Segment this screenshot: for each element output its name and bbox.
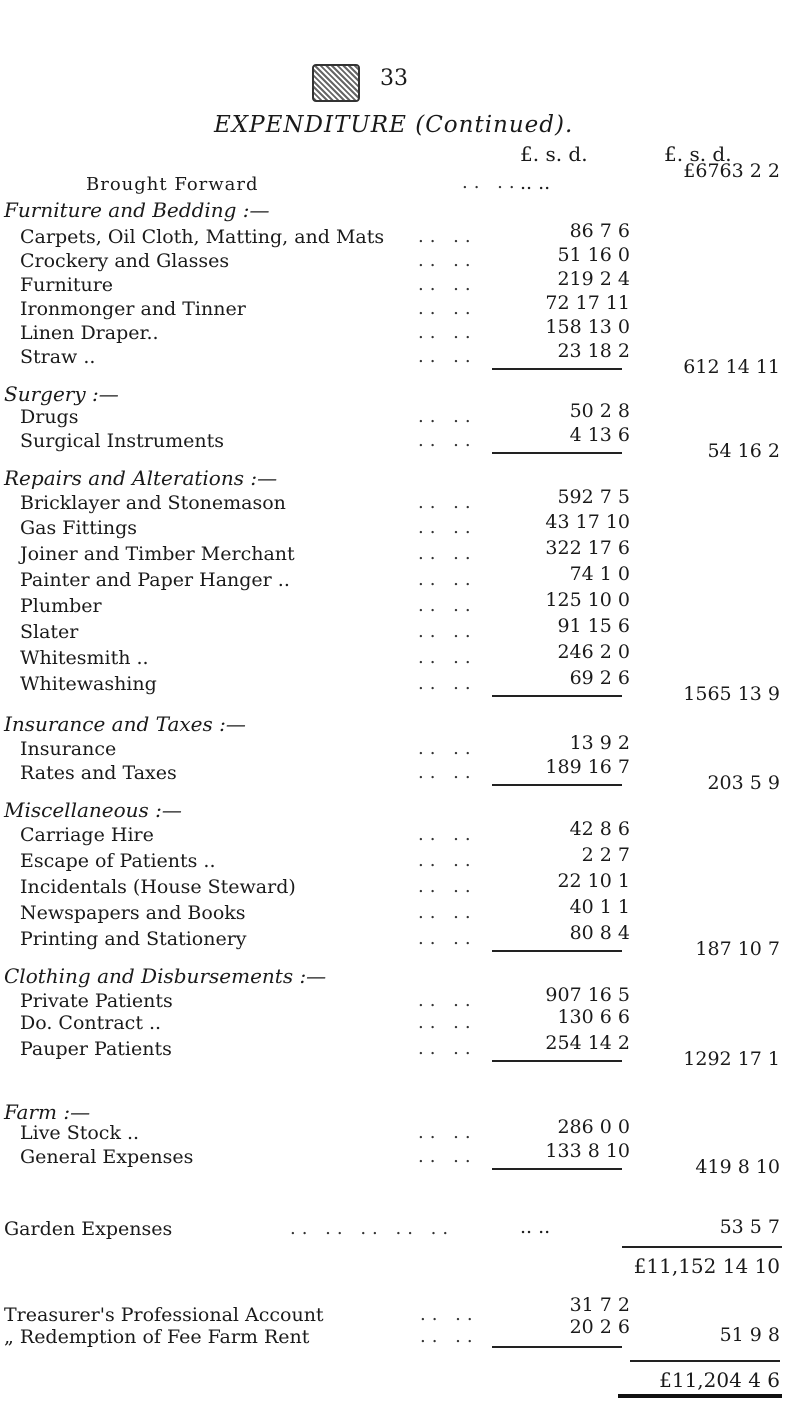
rule xyxy=(492,1346,622,1348)
line-item-label: Drugs xyxy=(20,406,79,428)
leader-dots: .. .. xyxy=(418,430,477,451)
section-title: Repairs and Alterations :— xyxy=(4,466,278,490)
leader-dots: .. .. xyxy=(418,876,477,897)
line-item-amount: 13 9 2 xyxy=(569,732,630,754)
leader-dots: .. .. xyxy=(418,928,477,949)
leader-dots: .. .. .. .. .. xyxy=(290,1218,455,1239)
leader-dots: .. .. xyxy=(418,569,477,590)
redemption-label: „ Redemption of Fee Farm Rent xyxy=(4,1326,310,1348)
section-title: Miscellaneous :— xyxy=(4,798,182,822)
leader-dots: .. .. xyxy=(418,738,477,759)
leader-dots: .. .. xyxy=(418,322,477,343)
brought-forward-label: Brought Forward xyxy=(86,174,259,195)
column-header-total: £. s. d. xyxy=(664,142,732,166)
treasurer-total: 51 9 8 xyxy=(719,1324,780,1346)
leader-dots: .. .. xyxy=(418,762,477,783)
garden-expenses-sub: .. .. xyxy=(520,1216,551,1238)
section-title: Farm :— xyxy=(4,1100,91,1124)
line-item-amount: 4 13 6 xyxy=(569,424,630,446)
line-item-label: Rates and Taxes xyxy=(20,762,177,784)
line-item-amount: 86 7 6 xyxy=(569,220,630,242)
leader-dots: .. .. xyxy=(418,1146,477,1167)
garden-expenses-label: Garden Expenses xyxy=(4,1218,173,1240)
line-item-label: General Expenses xyxy=(20,1146,194,1168)
leader-dots: .. .. xyxy=(418,298,477,319)
leader-dots: .. .. xyxy=(418,1122,477,1143)
subtotal: £11,152 14 10 xyxy=(633,1254,780,1278)
line-item-amount: 130 6 6 xyxy=(557,1006,630,1028)
leader-dots: .. .. xyxy=(418,406,477,427)
line-item-label: Do. Contract .. xyxy=(20,1012,162,1034)
leader-dots: .. .. xyxy=(418,647,477,668)
line-item-label: Whitesmith .. xyxy=(20,647,149,669)
line-item-amount: 189 16 7 xyxy=(545,756,630,778)
line-item-amount: 158 13 0 xyxy=(545,316,630,338)
line-item-label: Surgical Instruments xyxy=(20,430,224,452)
leader-dots: .. .. xyxy=(418,346,477,367)
line-item-amount: 69 2 6 xyxy=(569,667,630,689)
leader-dots: .. .. xyxy=(418,824,477,845)
page-number: 33 xyxy=(380,66,408,91)
redemption-amount: 20 2 6 xyxy=(569,1316,630,1338)
line-item-label: Insurance xyxy=(20,738,117,760)
line-item-label: Pauper Patients xyxy=(20,1038,172,1060)
library-stamp-icon xyxy=(312,64,360,102)
section-total: 203 5 9 xyxy=(707,772,780,794)
line-item-amount: 74 1 0 xyxy=(569,563,630,585)
line-item-amount: 40 1 1 xyxy=(569,896,630,918)
line-item-amount: 72 17 11 xyxy=(545,292,630,314)
leader-dots: .. .. xyxy=(418,250,477,271)
line-item-label: Straw .. xyxy=(20,346,96,368)
line-item-label: Furniture xyxy=(20,274,114,296)
line-item-amount: 22 10 1 xyxy=(557,870,630,892)
leader-dots: .. .. xyxy=(418,1012,477,1033)
line-item-label: Ironmonger and Tinner xyxy=(20,298,246,320)
section-total: 419 8 10 xyxy=(695,1156,780,1178)
line-item-amount: 125 10 0 xyxy=(545,589,630,611)
line-item-amount: 907 16 5 xyxy=(545,984,630,1006)
leader-dots: .. .. xyxy=(418,595,477,616)
section-title: Clothing and Disbursements :— xyxy=(4,964,327,988)
line-item-amount: 43 17 10 xyxy=(545,511,630,533)
leader-dots: .. .. xyxy=(418,902,477,923)
section-title: Furniture and Bedding :— xyxy=(4,198,270,222)
leader-dots: .. .. xyxy=(462,172,521,193)
line-item-label: Incidentals (House Steward) xyxy=(20,876,296,898)
line-item-label: Plumber xyxy=(20,595,102,617)
line-item-label: Crockery and Glasses xyxy=(20,250,230,272)
line-item-amount: 592 7 5 xyxy=(557,486,630,508)
line-item-label: Printing and Stationery xyxy=(20,928,247,950)
section-title: Surgery :— xyxy=(4,382,119,406)
line-item-amount: 286 0 0 xyxy=(557,1116,630,1138)
line-item-amount: 254 14 2 xyxy=(545,1032,630,1054)
leader-dots: .. .. xyxy=(420,1326,479,1347)
line-item-amount: 50 2 8 xyxy=(569,400,630,422)
leader-dots: .. .. xyxy=(420,1304,479,1325)
line-item-label: Joiner and Timber Merchant xyxy=(20,543,295,565)
section-total: 1292 17 1 xyxy=(683,1048,780,1070)
line-item-amount: 42 8 6 xyxy=(569,818,630,840)
line-item-label: Escape of Patients .. xyxy=(20,850,216,872)
line-item-label: Slater xyxy=(20,621,79,643)
line-item-label: Linen Draper.. xyxy=(20,322,159,344)
section-title: Insurance and Taxes :— xyxy=(4,712,246,736)
section-total: 54 16 2 xyxy=(707,440,780,462)
line-item-amount: 246 2 0 xyxy=(557,641,630,663)
line-item-amount: 322 17 6 xyxy=(545,537,630,559)
line-item-amount: 2 2 7 xyxy=(581,844,630,866)
brought-forward-sub: .. .. xyxy=(520,172,551,194)
rule xyxy=(622,1246,782,1248)
leader-dots: .. .. xyxy=(418,850,477,871)
line-item-label: Live Stock .. xyxy=(20,1122,140,1144)
page-title: EXPENDITURE (Continued). xyxy=(214,112,574,138)
double-rule xyxy=(618,1394,782,1398)
line-item-amount: 219 2 4 xyxy=(557,268,630,290)
garden-expenses-total: 53 5 7 xyxy=(719,1216,780,1238)
brought-forward-total: £6763 2 2 xyxy=(683,160,780,182)
line-item-label: Whitewashing xyxy=(20,673,157,695)
line-item-label: Gas Fittings xyxy=(20,517,138,539)
leader-dots: .. .. xyxy=(418,673,477,694)
line-item-label: Carpets, Oil Cloth, Matting, and Mats xyxy=(20,226,385,248)
leader-dots: .. .. xyxy=(418,517,477,538)
section-total: 187 10 7 xyxy=(695,938,780,960)
section-total: 1565 13 9 xyxy=(683,683,780,705)
line-item-label: Carriage Hire xyxy=(20,824,154,846)
line-item-label: Painter and Paper Hanger .. xyxy=(20,569,290,591)
column-header-sub: £. s. d. xyxy=(520,142,588,166)
leader-dots: .. .. xyxy=(418,492,477,513)
treasurer-account-amount: 31 7 2 xyxy=(569,1294,630,1316)
line-item-amount: 23 18 2 xyxy=(557,340,630,362)
line-item-amount: 51 16 0 xyxy=(557,244,630,266)
leader-dots: .. .. xyxy=(418,990,477,1011)
leader-dots: .. .. xyxy=(418,1038,477,1059)
leader-dots: .. .. xyxy=(418,226,477,247)
line-item-amount: 91 15 6 xyxy=(557,615,630,637)
section-total: 612 14 11 xyxy=(683,356,780,378)
line-item-amount: 80 8 4 xyxy=(569,922,630,944)
leader-dots: .. .. xyxy=(418,543,477,564)
line-item-label: Bricklayer and Stonemason xyxy=(20,492,286,514)
treasurer-account-label: Treasurer's Professional Account xyxy=(4,1304,324,1326)
leader-dots: .. .. xyxy=(418,621,477,642)
grand-total: £11,204 4 6 xyxy=(659,1368,780,1392)
leader-dots: .. .. xyxy=(418,274,477,295)
rule xyxy=(630,1360,780,1362)
line-item-label: Newspapers and Books xyxy=(20,902,246,924)
line-item-label: Private Patients xyxy=(20,990,173,1012)
line-item-amount: 133 8 10 xyxy=(545,1140,630,1162)
